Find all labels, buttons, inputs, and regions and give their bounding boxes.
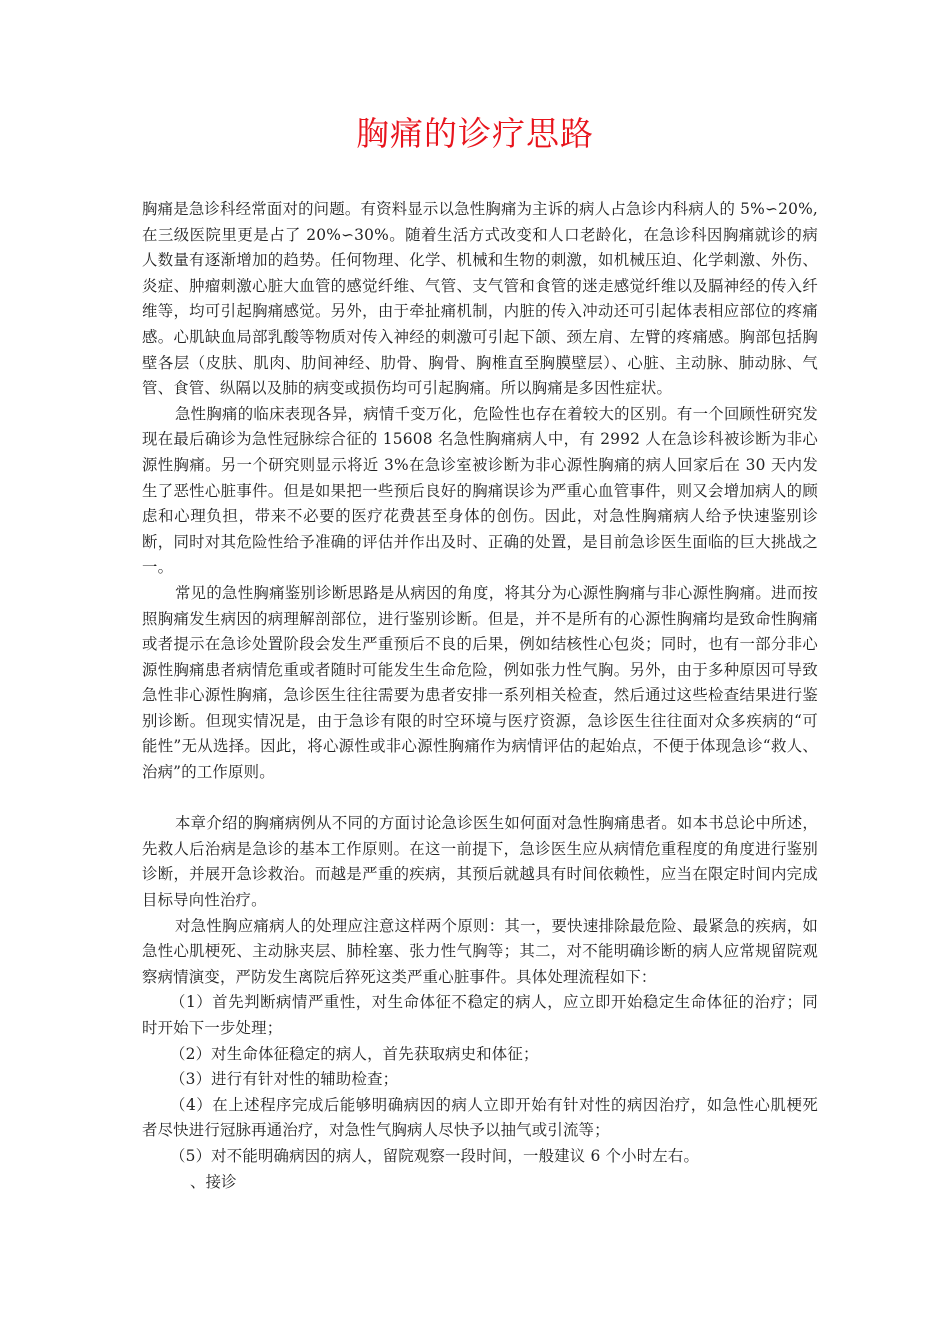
paragraph-gap (142, 786, 818, 812)
paragraph-principles: 对急性胸应痛病人的处理应注意这样两个原则：其一，要快速排除最危险、最紧急的疾病，如急性心肌梗死、主动脉夹层、肺栓塞、张力性气胸等；其二，对不能明确诊断的病人应常规留院观察病情演变，严防发生离院后猝死这类严重心脏事件。具体处理流程如下： (142, 916, 818, 986)
paragraph-differential-diagnosis: 常见的急性胸痛鉴别诊断思路是从病因的角度，将其分为心源性胸痛与非心源性胸痛。进而按照胸痛发生病因的病理解剖部位，进行鉴别诊断。但是，并不是所有的心源性胸痛均是致命性胸痛或者提示在急诊处置阶段会发生严重预后不良的后果，例如结核性心包炎；同时，也有一部分非心源性胸痛患者病情危重或者随时可能发生生命危险，例如张力性气胸。另外，由于多种原因可导致急性非心源性胸痛，急诊医生往往需要为患者安排一系列相关检查，然后通过这些检查结果进行鉴别诊断。但现实情况是，由于急诊有限的时空环境与医疗资源，急诊医生往往面对众多疾病的“可能性”无从选择。因此，将心源性或非心源性胸痛作为病情评估的起始点，不便于体现急诊“救人、治病”的工作原则。 (142, 583, 818, 782)
paragraph-intro: 胸痛是急诊科经常面对的问题。有资料显示以急性胸痛为主诉的病人占急诊内科病人的 5%∽20%, 在三级医院里更是占了 20%∽30%。随着生活方式改变和人口老龄化，在急诊科因胸痛就诊的病人数量有逐渐增加的趋势。任何物理、化学、机械和生物的刺激，如机械压迫、化学刺激、外伤、炎症、肿瘤刺激心脏大血管的感觉纤维、气管、支气管和食管的迷走感觉纤维以及膈神经的传入纤维等，均可引起胸痛感觉。另外，由于牵扯痛机制，内脏的传入冲动还可引起体表相应部位的疼痛感。心肌缺血局部乳酸等物质对传入神经的刺激可引起下颌、颈左肩、左臂的疼痛感。胸部包括胸壁各层（皮肤、肌肉、肋间神经、肋骨、胸骨、胸椎直至胸膜壁层）、心脏、主动脉、肺动脉、气管、食管、纵隔以及肺的病变或损伤均可引起胸痛。所以胸痛是多因性症状。 (142, 200, 818, 398)
step-item-4: （4）在上述程序完成后能够明确病因的病人立即开始有针对性的病因治疗，如急性心肌梗死者尽快进行冠脉再通治疗，对急性气胸病人尽快予以抽气或引流等； (142, 1095, 818, 1140)
step-item-3: （3）进行有针对性的辅助检查； (170, 1070, 399, 1089)
paragraph-chapter-intro: 本章介绍的胸痛病例从不同的方面讨论急诊医生如何面对急性胸痛患者。如本书总论中所述，先救人后治病是急诊的基本工作原则。在这一前提下，急诊医生应从病情危重程度的角度进行鉴别诊断，并展开急诊救治。而越是严重的疾病，其预后就越具有时间依赖性，应当在限定时间内完成目标导向性治疗。 (142, 814, 818, 910)
document-title: 胸痛的诊疗思路 (356, 114, 594, 153)
step-item-1: （1）首先判断病情严重性，对生命体征不稳定的病人，应立即开始稳定生命体征的治疗；同时开始下一步处理； (142, 993, 818, 1037)
step-item-2: （2）对生命体征稳定的病人，首先获取病史和体征； (170, 1044, 539, 1063)
step-item-5: （5）对不能明确病因的病人，留院观察一段时间，一般建议 6 个小时左右。 (170, 1146, 700, 1165)
document-body (142, 197, 818, 1195)
paragraph-clinical-presentation: 急性胸痛的临床表现各异，病情千变万化，危险性也存在着较大的区别。有一个回顾性研究发现在最后确诊为急性冠脉综合征的 15608 名急性胸痛病人中，有 2992 人在急诊科被诊断为非心源性胸痛。另一个研究则显示将近 3%在急诊室被诊断为非心源性胸痛的病人回家后在 30 天内发生了恶性心脏事件。但是如果把一些预后良好的胸痛误诊为严重心血管事件，则又会增加病人的顾虑和心理负担，带来不必要的医疗花费甚至身体的创伤。因此，对急性胸痛病人给予快速鉴别诊断，同时对其危险性给予准确的评估并作出及时、正确的处置，是目前急诊医生面临的巨大挑战之一。 (142, 404, 818, 577)
trailing-heading: 、接诊 (190, 1172, 237, 1191)
